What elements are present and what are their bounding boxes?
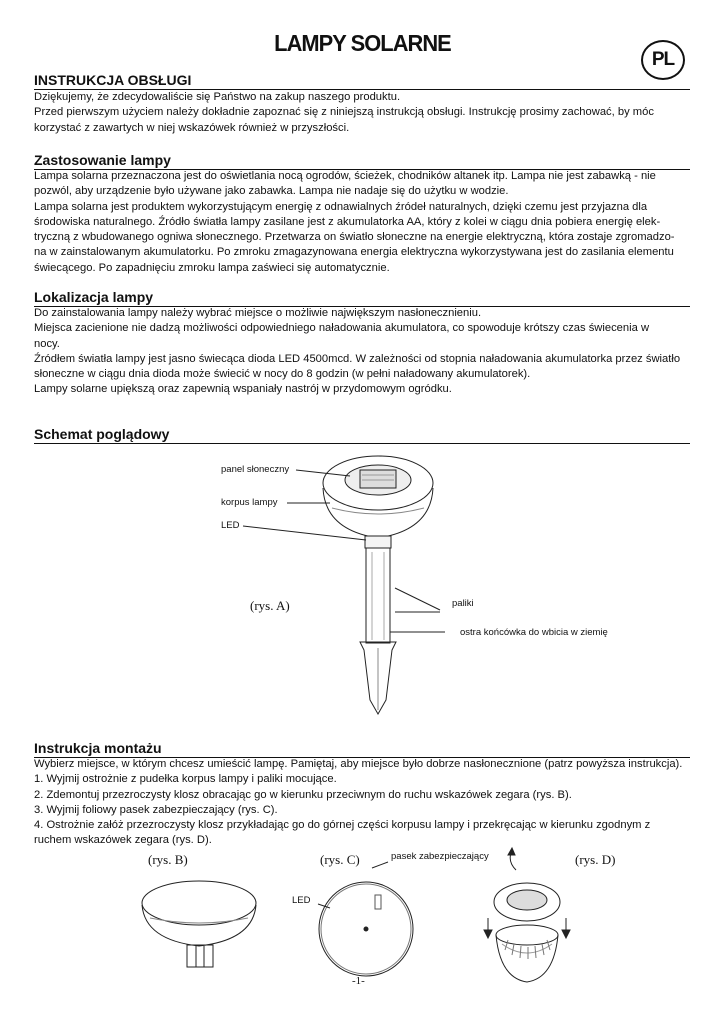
zastosowanie-line: na w zainstalowanym akumulatorku. Po zmroku zmagazynowana energia elektryczna wykorzystywana jest do zasilania elementu (34, 246, 674, 259)
language-badge: PL (641, 40, 685, 80)
montaz-line: 1. Wyjmij ostrożnie z pudełka korpus lampy i paliki mocujące. (34, 773, 337, 786)
label-panel: panel słoneczny (221, 464, 290, 475)
montaz-line: Wybierz miejsce, w którym chcesz umieścić lampę. Pamiętaj, aby miejsce było dobrze nasłonecznione (patrz powyższa instrukcja). (34, 758, 683, 770)
montaz-line: 3. Wyjmij foliowy pasek zabezpieczający (rys. C). (34, 803, 278, 816)
zastosowanie-line: tryczną z wbudowanego ogniwa słonecznego. Przetwarza on światło słoneczne na energie elektryczną, która zostaje zgromadzo- (34, 231, 675, 244)
montaz-text (34, 757, 694, 849)
section-heading-montaz: Instrukcja montażu (34, 741, 690, 758)
lokalizacja-line: słoneczne w ciągu dnia dioda może świecić w nocy do 8 godzin (w pełni naładowany akumulatorek). (34, 368, 531, 381)
label-korpus: korpus lampy (221, 497, 278, 508)
label-rys-c: (rys. C) (320, 852, 360, 867)
lokalizacja-line: Do zainstalowania lampy należy wybrać miejsce o możliwie największym nasłonecznieniu. (34, 307, 482, 319)
label-rys-d: (rys. D) (575, 852, 616, 867)
lokalizacja-line: Miejsca zacienione nie dadzą możliwości odpowiedniego naładowania akumulatora, co spowoduje krótszy czas świecenia w (34, 322, 650, 335)
zastosowanie-line: Lampa solarna przeznaczona jest do oświetlania nocą ogrodów, ścieżek, chodników altanek itp. Lampa nie jest zabawką - nie (34, 170, 656, 182)
page-title: LAMPY SOLARNE (274, 30, 451, 56)
zastosowanie-line: środowiska naturalnego. Źródło światła lampy zasilane jest z akumulatorka AA, który z kolei w ciągu dnia pobiera energię elek- (34, 215, 661, 228)
page-number: -1- (352, 975, 365, 987)
label-rys-a: (rys. A) (250, 598, 290, 613)
section-heading-zastosowanie: Zastosowanie lampy (34, 153, 690, 170)
montaz-line: 2. Zdemontuj przezroczysty klosz obracając go w kierunku przeciwnym do ruchu wskazówek zegara (rys. B). (34, 788, 572, 801)
instrukcja-line: Dziękujemy, że zdecydowaliście się Państwo na zakup naszego produktu. (34, 91, 401, 103)
rotate-arrow-icon (510, 853, 516, 870)
section-heading-lokalizacja: Lokalizacja lampy (34, 290, 690, 307)
lokalizacja-line: Źródłem światła lampy jest jasno świecąca dioda LED 4500mcd. W zależności od stopnia naładowania akumulatorka przez światło (34, 352, 681, 365)
label-koncowka: ostra końcówka do wbicia w ziemię (460, 627, 608, 638)
zastosowanie-line: Lampa solarna jest produktem wykorzystującym energię z odnawialnych źródeł naturalnych, dzięki czemu jest przyjazna dla (34, 200, 648, 213)
zastosowanie-line: pozwól, aby urządzenie było używane jako zabawka. Lampa nie nadaje się do użytku w wodzie. (34, 185, 509, 198)
label-led-c: LED (292, 895, 311, 906)
instrukcja-line: korzystać z zawartych w niej wskazówek również w przyszłości. (34, 121, 350, 134)
lamp-b-connector (187, 945, 213, 967)
label-rys-b: (rys. B) (148, 852, 188, 867)
instrukcja-line: Przed pierwszym użyciem należy dokładnie zapoznać się z niniejszą instrukcją obsługi. Instrukcję prosimy zachować, by móc (34, 106, 654, 119)
montaz-line: 4. Ostrożnie załóż przezroczysty klosz przykładając go do górnej części korpusu lampy i przekręcając w kierunku zgodnym z (34, 819, 651, 832)
zastosowanie-line: świecącego. Po zapadnięciu zmroku lampa zaświeci się automatycznie. (34, 261, 390, 274)
label-pasek: pasek zabezpieczający (391, 851, 489, 862)
label-paliki: paliki (452, 598, 474, 609)
section-heading-instrukcja: INSTRUKCJA OBSŁUGI (34, 73, 690, 90)
label-led: LED (221, 520, 240, 531)
lokalizacja-line: nocy. (34, 337, 60, 350)
lamp-a-stake (366, 548, 390, 643)
lokalizacja-line: Lampy solarne upiększą oraz zapewnią wspaniały nastrój w przydomowym ogródku. (34, 383, 452, 396)
section-heading-schemat: Schemat poglądowy (34, 427, 690, 444)
montaz-line: ruchem wskazówek zegara (rys. D). (34, 834, 212, 847)
lamp-b-cap (142, 881, 256, 925)
